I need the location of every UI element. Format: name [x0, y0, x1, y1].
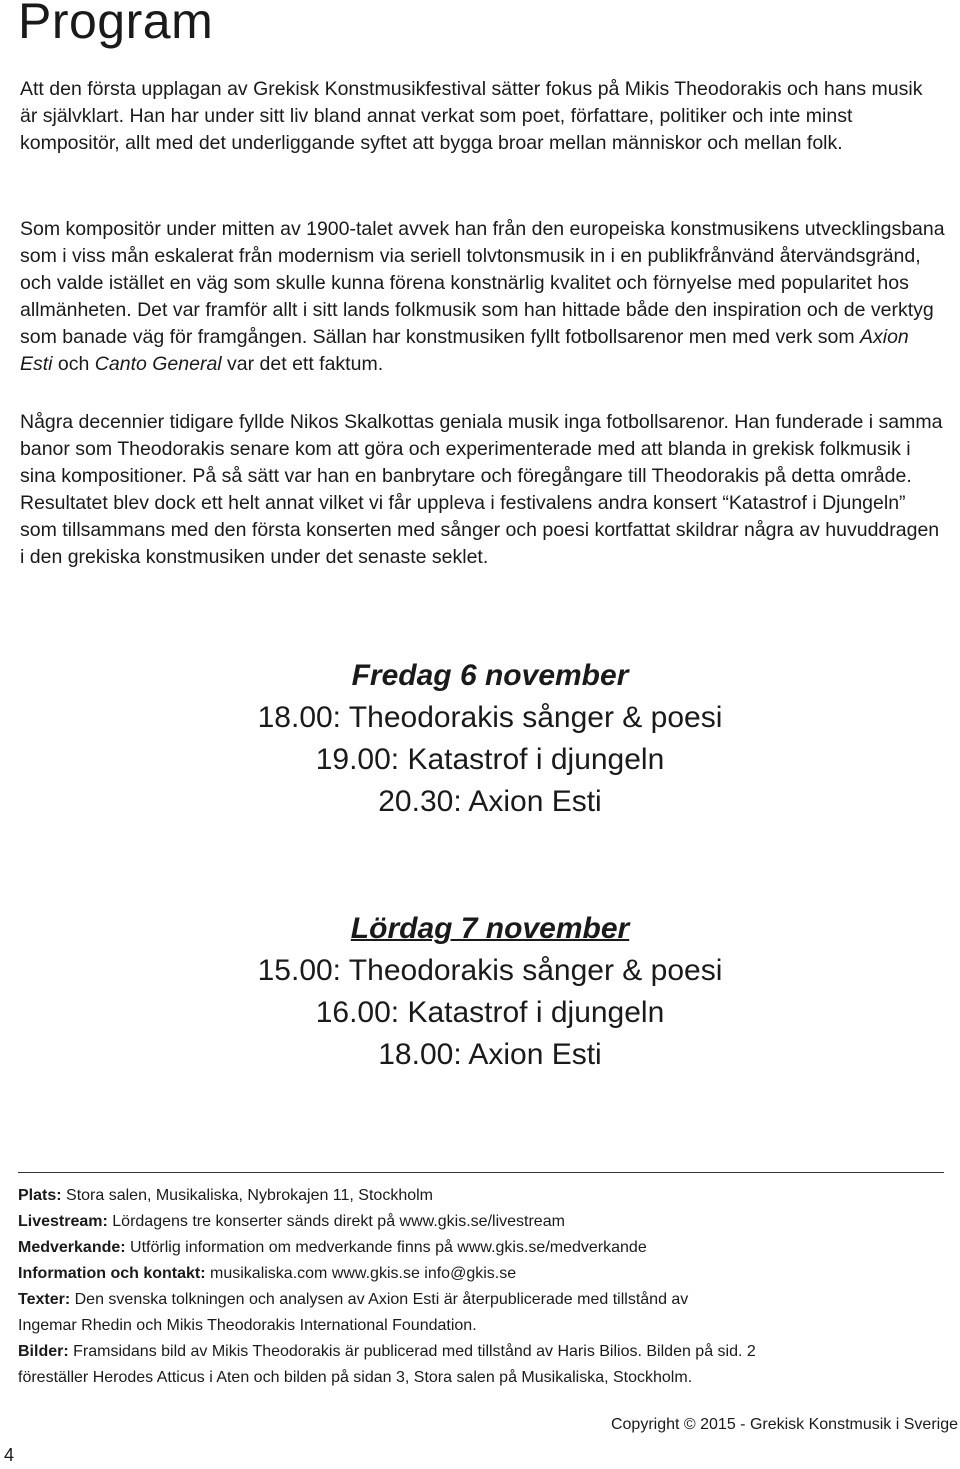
info-medverkande	[18, 1235, 948, 1261]
schedule-event: 18.00: Axion Esti	[378, 1038, 602, 1071]
page-number: 4	[4, 1445, 15, 1465]
info-text: Lördagens tre konserter sänds direkt på www.gkis.se/livestream	[107, 1213, 565, 1230]
info-livestream	[18, 1209, 948, 1235]
work-title-axion-esti: Axion Esti	[20, 326, 909, 375]
composer-paragraph-text: Som kompositör under mitten av 1900-talet avvek han från den europeiska konstmusikens utvecklingsbana som i viss mån eskalerat från modernism via seriell tolvtonsmusik in i en publikfrånvänd återvändsgränd, och valde istället en väg som skulle kunna förena konstnärlig kvalitet och förnyelse med popularitet hos allmänheten. Det var framför allt i sitt lands folkmusik som han hittade både den inspiration och de verktyg som banade väg för framgången. Sällan har konstmusiken fyllt fotbollsarenor men med verk som	[20, 218, 945, 348]
info-label: Bilder:	[18, 1343, 69, 1360]
schedule-event: 19.00: Katastrof i djungeln	[315, 743, 665, 776]
info-label: Plats:	[18, 1187, 62, 1204]
intro-paragraph: Att den första upplagan av Grekisk Konstmusikfestival sätter fokus på Mikis Theodorakis och hans musik är självklart. Han har under sitt liv bland annat verkat som poet, författare, politiker och inte minst kompositör, allt med det underliggande syftet att bygga broar mellan människor och mellan folk.	[20, 78, 923, 154]
info-text: musikaliska.com www.gkis.se info@gkis.se	[205, 1265, 517, 1282]
composer-paragraph-text: och	[52, 353, 95, 375]
schedule-event: 18.00: Theodorakis sånger & poesi	[257, 701, 723, 734]
info-text: Stora salen, Musikaliska, Nybrokajen 11, Stockholm	[61, 1187, 433, 1204]
info-label: Texter:	[18, 1291, 71, 1308]
info-texter-cont: Ingemar Rhedin och Mikis Theodorakis International Foundation.	[18, 1317, 477, 1334]
info-label: Information och kontakt:	[18, 1265, 206, 1282]
schedule-day-friday	[0, 655, 960, 823]
info-label: Medverkande:	[18, 1239, 126, 1256]
event-info	[18, 1183, 948, 1391]
day-title: Lördag 7 november	[350, 912, 630, 945]
composer-paragraph	[20, 216, 945, 378]
day-title: Fredag 6 november	[351, 659, 629, 692]
skalkottas-paragraph: Några decennier tidigare fyllde Nikos Skalkottas geniala musik inga fotbollsarenor. Han funderade i samma banor som Theodorakis senare kom att göra och experimenterade med att blanda in grekisk folkmusik i sina kompositioner. På så sätt var han en banbrytare och föregångare till Theodorakis på detta område. Resultatet blev dock ett helt annat vilket vi får uppleva i festivalens andra konsert “Katastrof i Djungeln” som tillsammans med den första konserten med sånger och poesi kortfattat skildrar några av huvuddragen i den grekiska konstmusiken under det senaste seklet.	[20, 411, 943, 568]
divider	[18, 1172, 944, 1173]
info-plats	[18, 1183, 948, 1209]
schedule-event: 20.30: Axion Esti	[378, 785, 602, 818]
work-title-canto-general: Canto General	[94, 353, 222, 375]
info-text: Framsidans bild av Mikis Theodorakis är publicerad med tillstånd av Haris Bilios. Bilden på sid. 2	[68, 1343, 756, 1360]
copyright-notice: Copyright © 2015 - Grekisk Konstmusik i Sverige	[610, 1416, 958, 1433]
info-kontakt	[18, 1261, 948, 1287]
page-title: Program	[18, 0, 214, 49]
info-text: Den svenska tolkningen och analysen av Axion Esti är återpublicerade med tillstånd av	[70, 1291, 689, 1308]
info-bilder	[18, 1339, 948, 1365]
schedule-day-saturday	[0, 908, 960, 1076]
info-bilder-cont: föreställer Herodes Atticus i Aten och bilden på sidan 3, Stora salen på Musikaliska, Stockholm.	[18, 1369, 693, 1386]
info-texter	[18, 1287, 948, 1313]
schedule-event: 16.00: Katastrof i djungeln	[315, 996, 665, 1029]
schedule-event: 15.00: Theodorakis sånger & poesi	[257, 954, 723, 987]
info-label: Livestream:	[18, 1213, 108, 1230]
info-text: Utförlig information om medverkande finns på www.gkis.se/medverkande	[125, 1239, 647, 1256]
composer-paragraph-text: var det ett faktum.	[221, 353, 384, 375]
